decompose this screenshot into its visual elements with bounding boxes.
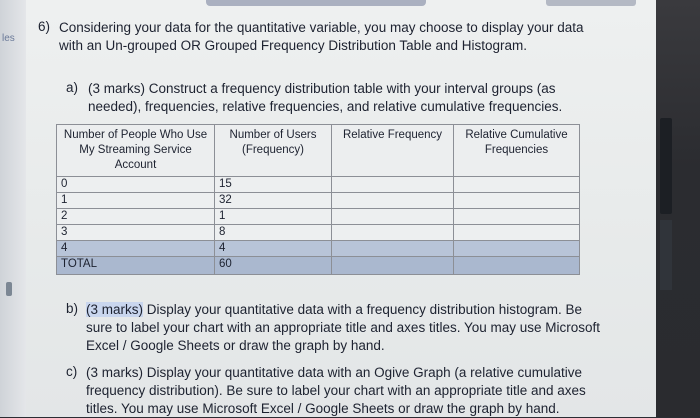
part-a-text (88, 80, 598, 116)
part-b-line-1 (86, 301, 646, 319)
question-6-number: 6) (38, 19, 51, 34)
table-row (57, 193, 580, 209)
cell-relative-cumulative[interactable] (454, 225, 580, 241)
part-c-line-2: frequency distribution). Be sure to label your chart with an appropriate title and axes (86, 383, 586, 398)
cell-relative-frequency[interactable] (332, 177, 454, 193)
cell-relative-frequency[interactable] (332, 225, 454, 241)
margin-text-fragment: les (2, 33, 15, 44)
cell-users[interactable]: 1 (215, 209, 332, 225)
cell-total-users[interactable]: 60 (215, 257, 332, 275)
table-row (57, 209, 580, 225)
part-b-line-3: Excel / Google Sheets or draw the graph by hand. (86, 338, 385, 353)
cropped-toolbar-band-right (546, 0, 636, 6)
part-b-label: b) (66, 301, 79, 316)
question-6-text (59, 19, 619, 55)
cell-users[interactable]: 15 (215, 177, 332, 193)
part-b-marks: (3 marks) (86, 302, 143, 317)
part-b-text (86, 301, 646, 355)
frequency-distribution-table (56, 124, 580, 275)
cell-people[interactable]: 2 (57, 209, 215, 225)
part-b-line-1-text: Display your quantitative data with a frequency distribution histogram. Be (146, 302, 582, 317)
part-c-line-3: titles. You may use Microsoft Excel / Google Sheets or draw the graph by hand. (86, 401, 560, 416)
header-people-count: Number of People Who Use My Streaming Service Account (57, 125, 215, 177)
table-row (57, 177, 580, 193)
cell-people[interactable]: 1 (57, 193, 215, 209)
cell-relative-cumulative[interactable] (454, 241, 580, 257)
cell-total-relative-frequency[interactable] (332, 257, 454, 275)
right-device-edge (656, 0, 700, 417)
part-b-line-2: sure to label your chart with an appropriate title and axes titles. You may use Microsoft (86, 320, 601, 335)
cell-users[interactable]: 8 (215, 225, 332, 241)
cell-relative-frequency[interactable] (332, 241, 454, 257)
table-total-row (57, 257, 580, 275)
table-header-row (57, 125, 580, 177)
part-c-marks: (3 marks) (86, 365, 143, 380)
header-relative-cumulative: Relative Cumulative Frequencies (454, 125, 580, 177)
cell-relative-cumulative[interactable] (454, 209, 580, 225)
cell-relative-cumulative[interactable] (454, 177, 580, 193)
device-bezel (660, 118, 672, 214)
part-a-label: a) (66, 80, 79, 95)
cropped-toolbar-band (206, 0, 426, 6)
part-c-line-1-text: Display your quantitative data with an Ogive Graph (a relative cumulative (146, 365, 582, 380)
left-window-edge (0, 0, 26, 417)
header-relative-frequency: Relative Frequency (332, 125, 454, 177)
cell-people[interactable]: 4 (57, 241, 215, 257)
part-c-text (86, 364, 646, 418)
cell-relative-frequency[interactable] (332, 193, 454, 209)
cell-total-relative-cumulative[interactable] (454, 257, 580, 275)
question-6-line-2: with an Un-grouped OR Grouped Frequency Distribution Table and Histogram. (59, 38, 527, 53)
cell-users[interactable]: 32 (215, 193, 332, 209)
part-a-line-2: needed), frequencies, relative frequencies, and relative cumulative frequencies. (88, 99, 563, 114)
cell-total-label[interactable]: TOTAL (57, 257, 215, 275)
device-bezel-lower (660, 220, 672, 290)
cell-users[interactable]: 4 (215, 241, 332, 257)
part-a-line-1: (3 marks) Construct a frequency distribution table with your interval groups (as (88, 81, 556, 96)
part-c-line-1 (86, 364, 646, 382)
table-row (57, 225, 580, 241)
cell-relative-cumulative[interactable] (454, 193, 580, 209)
document-page (26, 0, 656, 417)
part-c-label: c) (66, 364, 78, 379)
margin-marker (6, 282, 12, 296)
cell-people[interactable]: 0 (57, 177, 215, 193)
table-row (57, 241, 580, 257)
cell-relative-frequency[interactable] (332, 209, 454, 225)
question-6-line-1: Considering your data for the quantitative variable, you may choose to display your data (59, 20, 584, 35)
cell-people[interactable]: 3 (57, 225, 215, 241)
header-frequency: Number of Users (Frequency) (215, 125, 332, 177)
